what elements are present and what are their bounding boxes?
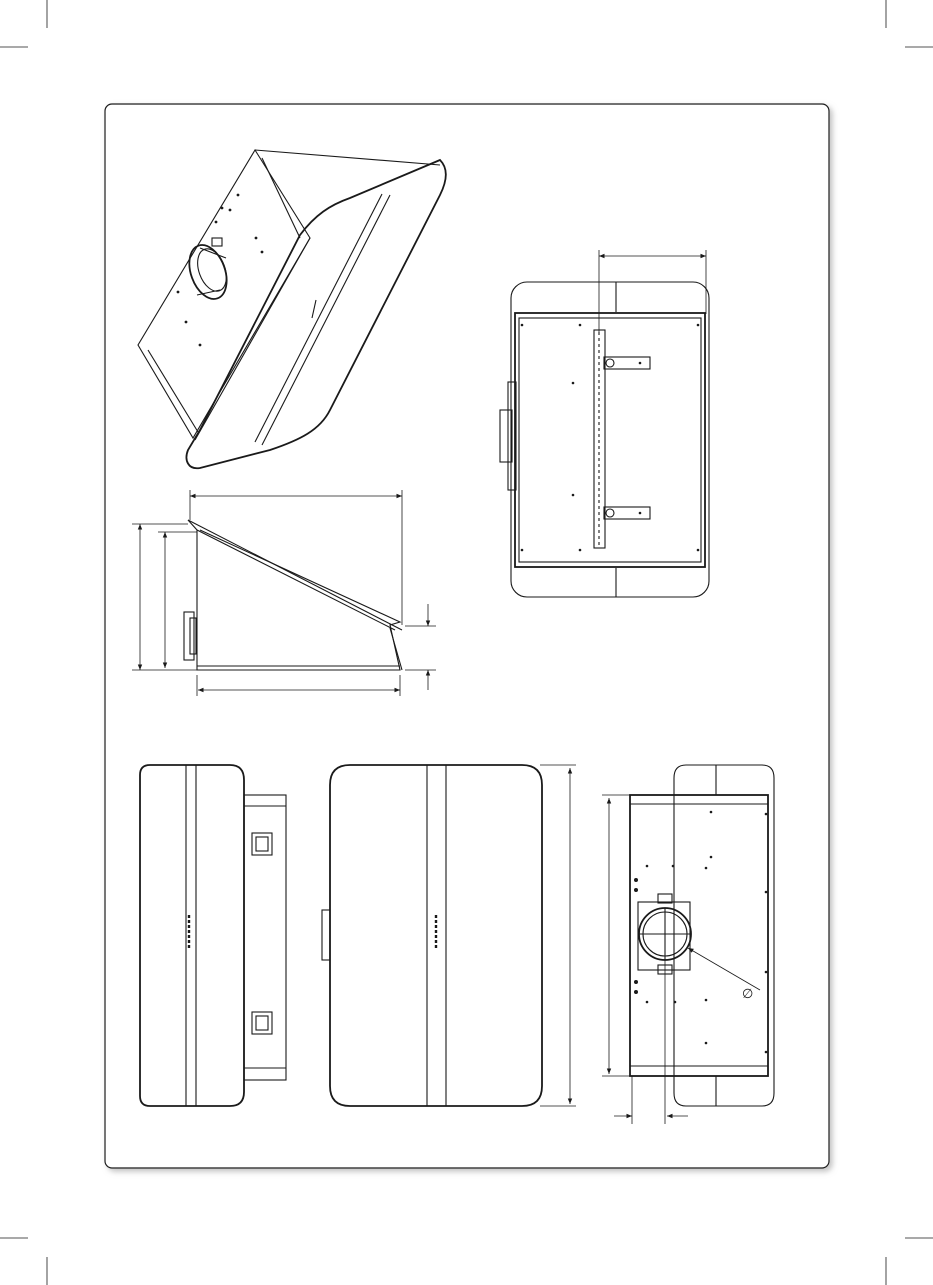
diameter-symbol-label: ∅ <box>742 987 754 1002</box>
drawing-frame <box>105 104 829 1168</box>
